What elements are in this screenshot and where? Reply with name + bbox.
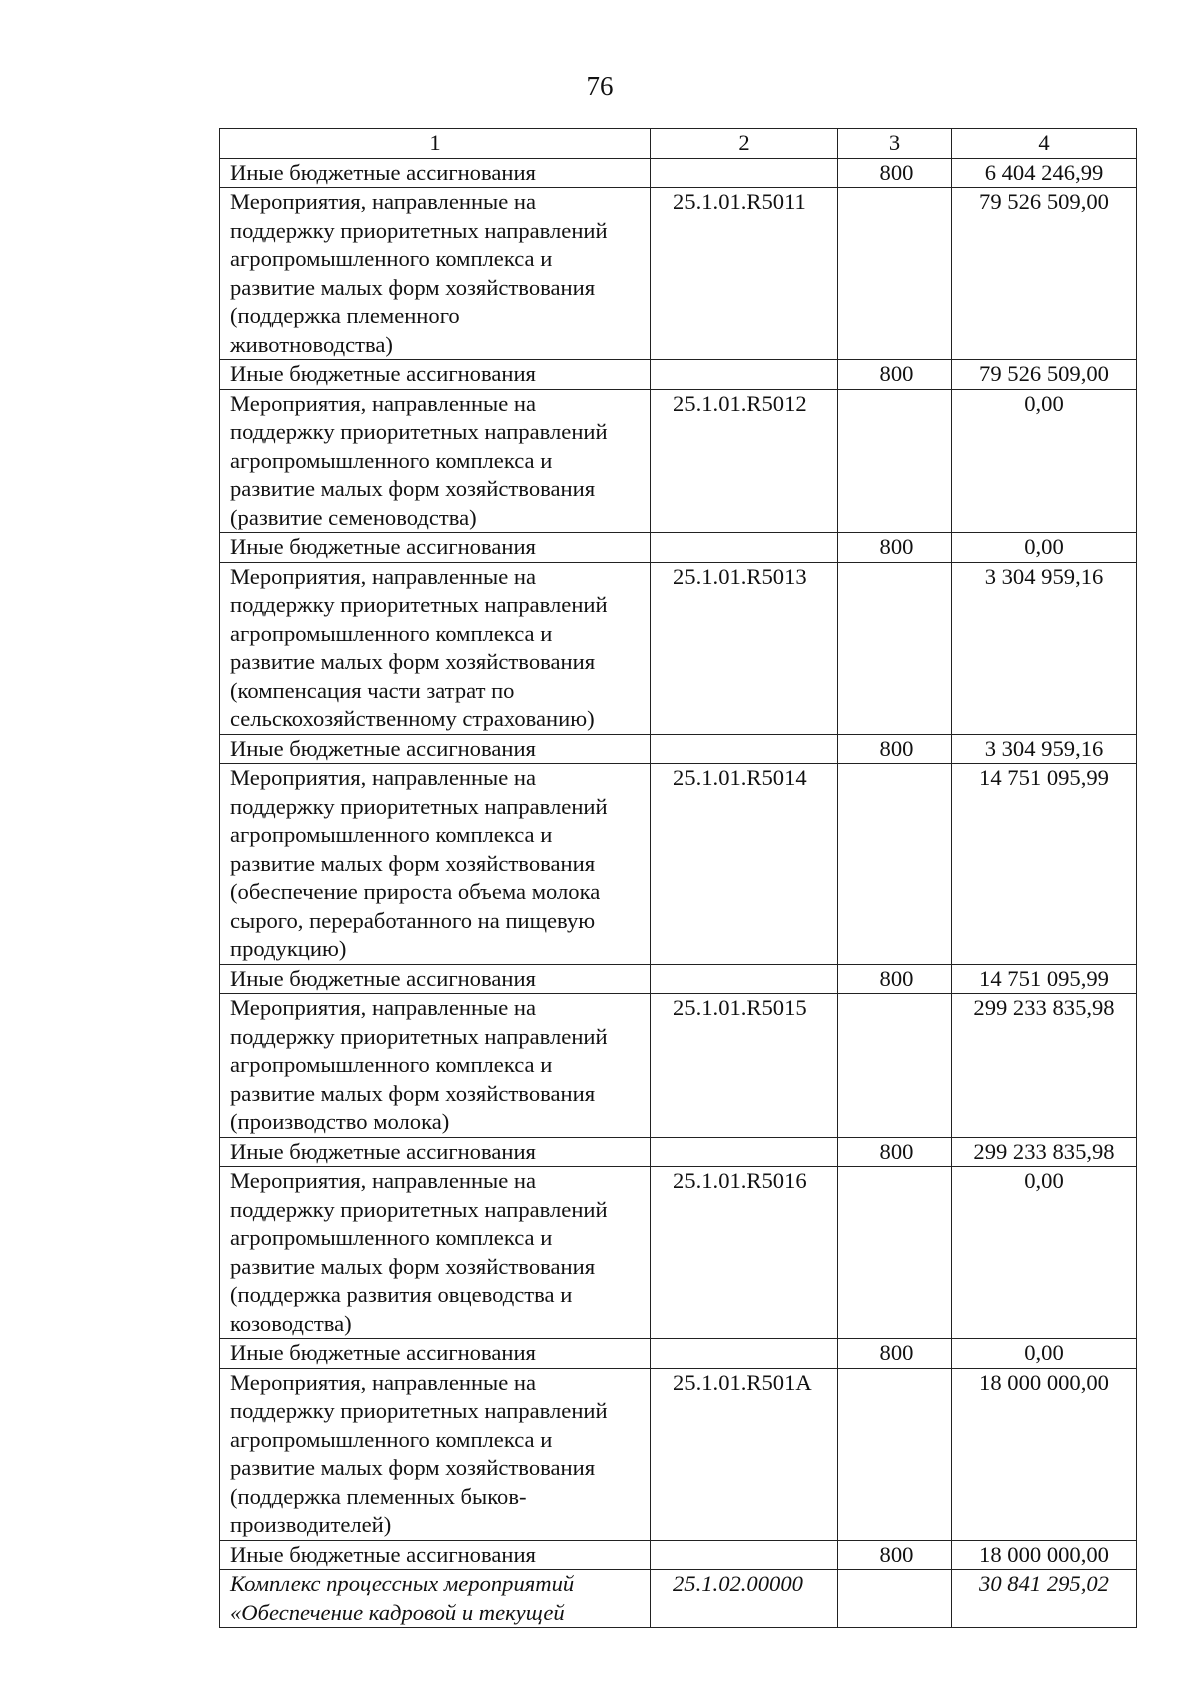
budget-table-body — [220, 129, 1137, 1628]
row-name-line: развитие малых форм хозяйствования — [230, 1253, 596, 1279]
row-amount-cell: 0,00 — [952, 1339, 1137, 1369]
row-name-line: Иные бюджетные ассигнования — [230, 1541, 536, 1567]
row-name-line: поддержку приоритетных направлений — [230, 1398, 608, 1423]
row-type-cell — [838, 994, 952, 1138]
row-name-cell — [220, 533, 651, 563]
row-name-line: производителей) — [230, 1512, 392, 1537]
row-name-line: (поддержка племенных быков- — [230, 1483, 527, 1509]
row-name-line: развитие малых форм хозяйствования — [230, 1080, 596, 1106]
row-name-line: поддержку приоритетных направлений — [230, 217, 608, 243]
row-code-cell: 25.1.01.R5013 — [651, 562, 838, 734]
table-row — [220, 994, 1137, 1138]
row-name-cell — [220, 1368, 651, 1540]
table-row — [220, 964, 1137, 994]
row-code-cell — [651, 533, 838, 563]
row-type-cell — [838, 389, 952, 533]
row-name-line: поддержку приоритетных направлений — [230, 1023, 608, 1049]
table-row — [220, 734, 1137, 764]
row-amount-cell: 79 526 509,00 — [952, 188, 1137, 360]
row-amount-cell: 14 751 095,99 — [952, 764, 1137, 965]
row-name-line: (производство молока) — [230, 1109, 450, 1134]
row-name-line: Мероприятия, направленные на — [230, 995, 537, 1020]
row-name-line: козоводства) — [230, 1310, 352, 1336]
row-name-line: Иные бюджетные ассигнования — [230, 361, 536, 386]
row-name-line: агропромышленного комплекса и — [230, 822, 553, 847]
row-code-cell: 25.1.02.00000 — [651, 1570, 838, 1628]
row-code-cell: 25.1.01.R501A — [651, 1368, 838, 1540]
row-name-line: Мероприятия, направленные на — [230, 189, 537, 214]
row-name-line: Мероприятия, направленные на — [230, 1168, 537, 1193]
row-amount-cell: 79 526 509,00 — [952, 360, 1137, 390]
row-name-line: Мероприятия, направленные на — [230, 563, 537, 589]
table-row — [220, 389, 1137, 533]
row-name-line: Иные бюджетные ассигнования — [230, 735, 536, 761]
row-name-line: развитие малых форм хозяйствования — [230, 476, 596, 501]
row-type-cell — [838, 562, 952, 734]
row-name-cell — [220, 994, 651, 1138]
row-name-line: (компенсация части затрат по — [230, 677, 515, 703]
row-amount-cell: 0,00 — [952, 1167, 1137, 1339]
row-name-cell — [220, 1540, 651, 1570]
row-name-line: поддержку приоритетных направлений — [230, 592, 608, 617]
table-row — [220, 1167, 1137, 1339]
budget-table — [219, 128, 1137, 1628]
table-row — [220, 1540, 1137, 1570]
row-name-line: продукцию) — [230, 936, 347, 961]
row-type-cell — [838, 1570, 952, 1628]
row-name-line: (развитие семеноводства) — [230, 504, 477, 530]
row-name-line: сырого, переработанного на пищевую — [230, 907, 596, 933]
table-header-row — [220, 129, 1137, 159]
row-name-line: (обеспечение прироста объема молока — [230, 879, 601, 904]
row-name-cell — [220, 1167, 651, 1339]
row-type-cell: 800 — [838, 360, 952, 390]
row-amount-cell: 0,00 — [952, 533, 1137, 563]
row-name-line: Иные бюджетные ассигнования — [230, 1340, 536, 1365]
table-row — [220, 188, 1137, 360]
row-amount-cell: 0,00 — [952, 389, 1137, 533]
row-name-line: развитие малых форм хозяйствования — [230, 274, 596, 300]
row-type-cell: 800 — [838, 533, 952, 563]
row-name-line: (поддержка развития овцеводства и — [230, 1282, 573, 1307]
table-row — [220, 1339, 1137, 1369]
page-number: 76 — [586, 71, 614, 101]
row-name-cell — [220, 360, 651, 390]
column-header-1: 1 — [220, 129, 651, 159]
column-header-2: 2 — [651, 129, 838, 159]
row-code-cell — [651, 964, 838, 994]
row-code-cell — [651, 734, 838, 764]
row-code-cell: 25.1.01.R5016 — [651, 1167, 838, 1339]
row-name-line: поддержку приоритетных направлений — [230, 1196, 608, 1222]
table-row — [220, 1137, 1137, 1167]
row-name-cell — [220, 188, 651, 360]
row-code-cell: 25.1.01.R5011 — [651, 188, 838, 360]
row-name-line: сельскохозяйственному страхованию) — [230, 706, 595, 731]
table-row — [220, 562, 1137, 734]
row-name-line: (поддержка племенного — [230, 303, 460, 328]
row-name-line: развитие малых форм хозяйствования — [230, 1455, 596, 1480]
table-row — [220, 158, 1137, 188]
row-name-line: Мероприятия, направленные на — [230, 765, 537, 790]
row-amount-cell: 299 233 835,98 — [952, 994, 1137, 1138]
row-name-line: агропромышленного комплекса и — [230, 620, 553, 646]
row-amount-cell: 3 304 959,16 — [952, 734, 1137, 764]
row-name-line: агропромышленного комплекса и — [230, 1225, 553, 1250]
column-header-3: 3 — [838, 129, 952, 159]
row-amount-cell: 6 404 246,99 — [952, 158, 1137, 188]
row-type-cell: 800 — [838, 158, 952, 188]
row-type-cell: 800 — [838, 734, 952, 764]
row-name-line: агропромышленного комплекса и — [230, 1052, 553, 1077]
row-name-cell — [220, 562, 651, 734]
row-type-cell — [838, 188, 952, 360]
row-name-line: агропромышленного комплекса и — [230, 1426, 553, 1452]
row-type-cell: 800 — [838, 1540, 952, 1570]
row-name-line: Комплекс процессных мероприятий — [230, 1571, 575, 1596]
table-row — [220, 533, 1137, 563]
row-code-cell: 25.1.01.R5015 — [651, 994, 838, 1138]
row-name-cell — [220, 1137, 651, 1167]
row-name-line: Иные бюджетные ассигнования — [230, 159, 536, 185]
table-row — [220, 764, 1137, 965]
table-row — [220, 1570, 1137, 1628]
row-name-cell — [220, 964, 651, 994]
row-name-cell — [220, 1339, 651, 1369]
row-type-cell: 800 — [838, 964, 952, 994]
row-name-line: развитие малых форм хозяйствования — [230, 649, 596, 674]
table-row — [220, 1368, 1137, 1540]
row-name-cell — [220, 764, 651, 965]
row-name-line: Иные бюджетные ассигнования — [230, 965, 536, 991]
row-name-line: развитие малых форм хозяйствования — [230, 850, 596, 876]
row-name-line: агропромышленного комплекса и — [230, 246, 553, 271]
row-code-cell — [651, 1540, 838, 1570]
row-type-cell: 800 — [838, 1339, 952, 1369]
row-name-line: агропромышленного комплекса и — [230, 447, 553, 473]
row-amount-cell: 18 000 000,00 — [952, 1540, 1137, 1570]
row-name-line: поддержку приоритетных направлений — [230, 793, 608, 819]
table-row — [220, 360, 1137, 390]
row-name-line: поддержку приоритетных направлений — [230, 419, 608, 444]
row-name-cell — [220, 389, 651, 533]
row-amount-cell: 299 233 835,98 — [952, 1137, 1137, 1167]
row-code-cell — [651, 158, 838, 188]
row-amount-cell: 30 841 295,02 — [952, 1570, 1137, 1628]
row-code-cell: 25.1.01.R5012 — [651, 389, 838, 533]
row-name-line: «Обеспечение кадровой и текущей — [230, 1599, 565, 1625]
row-type-cell — [838, 1167, 952, 1339]
row-type-cell: 800 — [838, 1137, 952, 1167]
row-name-cell — [220, 734, 651, 764]
row-name-line: Мероприятия, направленные на — [230, 390, 537, 416]
row-code-cell — [651, 1137, 838, 1167]
row-amount-cell: 3 304 959,16 — [952, 562, 1137, 734]
row-code-cell: 25.1.01.R5014 — [651, 764, 838, 965]
row-type-cell — [838, 764, 952, 965]
row-name-cell — [220, 1570, 651, 1628]
row-name-line: животноводства) — [230, 331, 393, 357]
column-header-4: 4 — [952, 129, 1137, 159]
row-name-line: Иные бюджетные ассигнования — [230, 534, 536, 559]
row-code-cell — [651, 1339, 838, 1369]
row-type-cell — [838, 1368, 952, 1540]
row-amount-cell: 18 000 000,00 — [952, 1368, 1137, 1540]
row-name-line: Мероприятия, направленные на — [230, 1369, 537, 1395]
row-name-line: Иные бюджетные ассигнования — [230, 1138, 536, 1164]
row-code-cell — [651, 360, 838, 390]
row-amount-cell: 14 751 095,99 — [952, 964, 1137, 994]
row-name-cell — [220, 158, 651, 188]
